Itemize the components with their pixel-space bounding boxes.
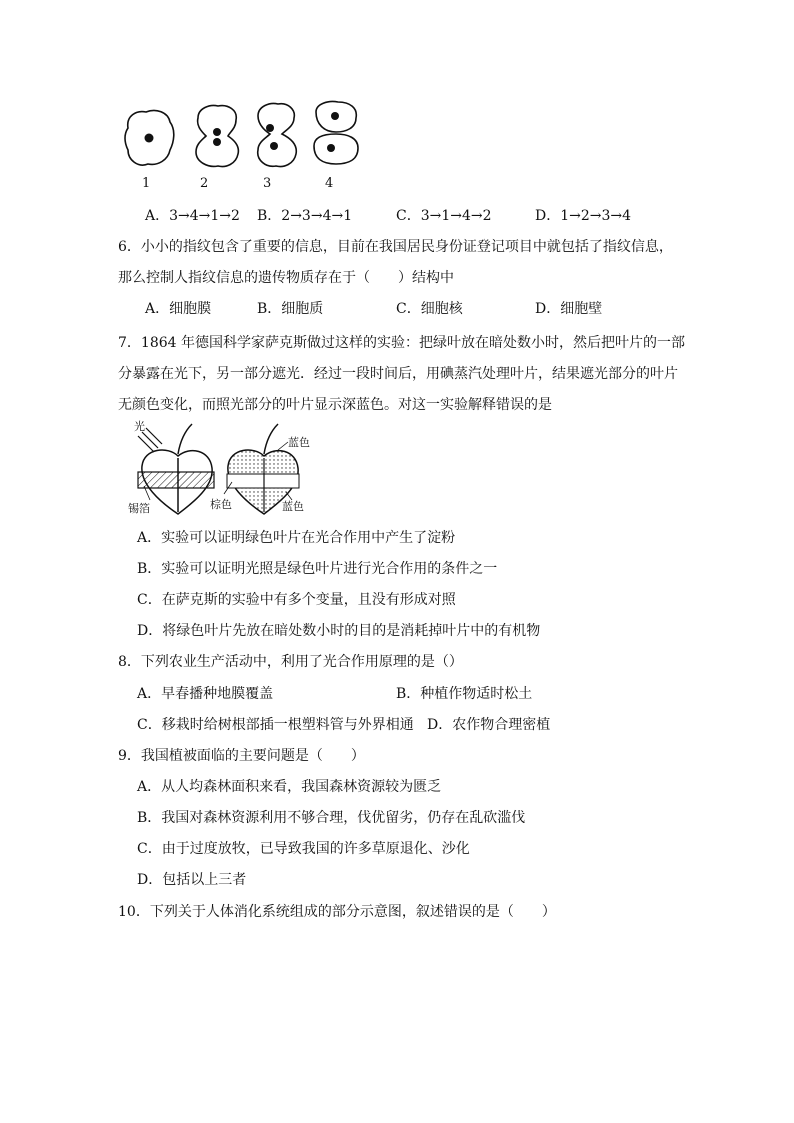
q9-option-c: C．由于过度放牧，已导致我国的许多草原退化、沙化 [137,841,470,857]
q7-option-b: B．实验可以证明光照是绿色叶片进行光合作用的条件之一 [137,561,498,577]
cell-2-outline [196,106,238,167]
q9-option-a: A．从人均森林面积来看，我国森林资源较为匮乏 [137,779,442,795]
q7-stem-line-1: 7．1864 年德国科学家萨克斯做过这样的实验：把绿叶放在暗处数小时，然后把叶片的一部 [118,335,685,351]
cell-3-nucleus-b [270,142,278,150]
cell-label-2: 2 [200,176,209,191]
q10-stem: 10．下列关于人体消化系统组成的部分示意图，叙述错误的是（ ） [118,904,556,920]
q9-stem: 9．我国植被面临的主要问题是（ ） [118,748,365,764]
cell-label-3: 3 [263,176,272,191]
q5-option-c: C．3→1→4→2 [396,208,492,224]
label-blue-top: 蓝色 [288,436,310,449]
label-blue-bottom: 蓝色 [282,500,304,513]
cell-1-nucleus [145,134,154,143]
q8-option-a: A．早春播种地膜覆盖 [137,686,274,702]
cell-division-diagram [118,98,378,198]
q7-option-d: D．将绿色叶片先放在暗处数小时的目的是消耗掉叶片中的有机物 [137,623,541,639]
q6-option-b: B．细胞质 [257,301,324,317]
q6-option-d: D．细胞壁 [535,301,603,317]
q7-stem-line-2: 分暴露在光下，另一部分遮光．经过一段时间后，用碘蒸汽处理叶片，结果遮光部分的叶片 [118,366,678,382]
leaf-1-stem [178,424,192,454]
q6-option-c: C．细胞核 [396,301,463,317]
q8-option-c: C．移栽时给树根部插一根塑料管与外界相通 [137,717,414,733]
q5-option-a: A．3→4→1→2 [145,208,240,224]
cell-2-nucleus-a [213,128,221,136]
q9-option-d: D．包括以上三者 [137,872,247,888]
cell-3-outline [258,104,297,167]
leaf-2-brown-band [227,474,299,488]
q8-stem: 8．下列农业生产活动中，利用了光合作用原理的是（） [118,654,463,670]
cell-label-4: 4 [325,176,334,191]
label-brown: 棕色 [210,498,232,511]
q9-option-b: B．我国对森林资源利用不够合理，伐优留劣，仍存在乱砍滥伐 [137,810,526,826]
cell-4-nucleus-a [331,112,339,120]
q8-option-d: D．农作物合理密植 [427,717,551,733]
q6-stem-line-1: 6．小小的指纹包含了重要的信息，目前在我国居民身份证登记项目中就包括了指纹信息， [118,239,673,255]
q6-option-a: A．细胞膜 [145,301,212,317]
q5-option-b: B．2→3→4→1 [257,208,353,224]
q7-stem-line-3: 无颜色变化，而照光部分的叶片显示深蓝色。对这一实验解释错误的是 [118,397,552,413]
cell-division-figure [118,98,378,198]
cell-4-bottom-outline [314,134,358,164]
q5-option-d: D．1→2→3→4 [535,208,632,224]
q8-option-b: B．种植作物适时松土 [396,686,533,702]
cell-3-nucleus-a [266,124,274,132]
q7-option-c: C．在萨克斯的实验中有多个变量，且没有形成对照 [137,592,456,608]
cell-2-nucleus-b [213,138,221,146]
cell-4-nucleus-b [327,144,335,152]
label-tin-foil: 锡箔 [128,502,150,515]
q6-stem-line-2: 那么控制人指纹信息的遗传物质存在于（ ）结构中 [118,270,454,286]
q7-option-a: A．实验可以证明绿色叶片在光合作用中产生了淀粉 [137,530,456,546]
leaf-experiment-figure [128,418,318,518]
tin-foil-strip [138,472,214,488]
label-light: 光 [134,420,145,433]
cell-label-1: 1 [142,176,151,191]
leaf-2-stem [264,424,278,454]
